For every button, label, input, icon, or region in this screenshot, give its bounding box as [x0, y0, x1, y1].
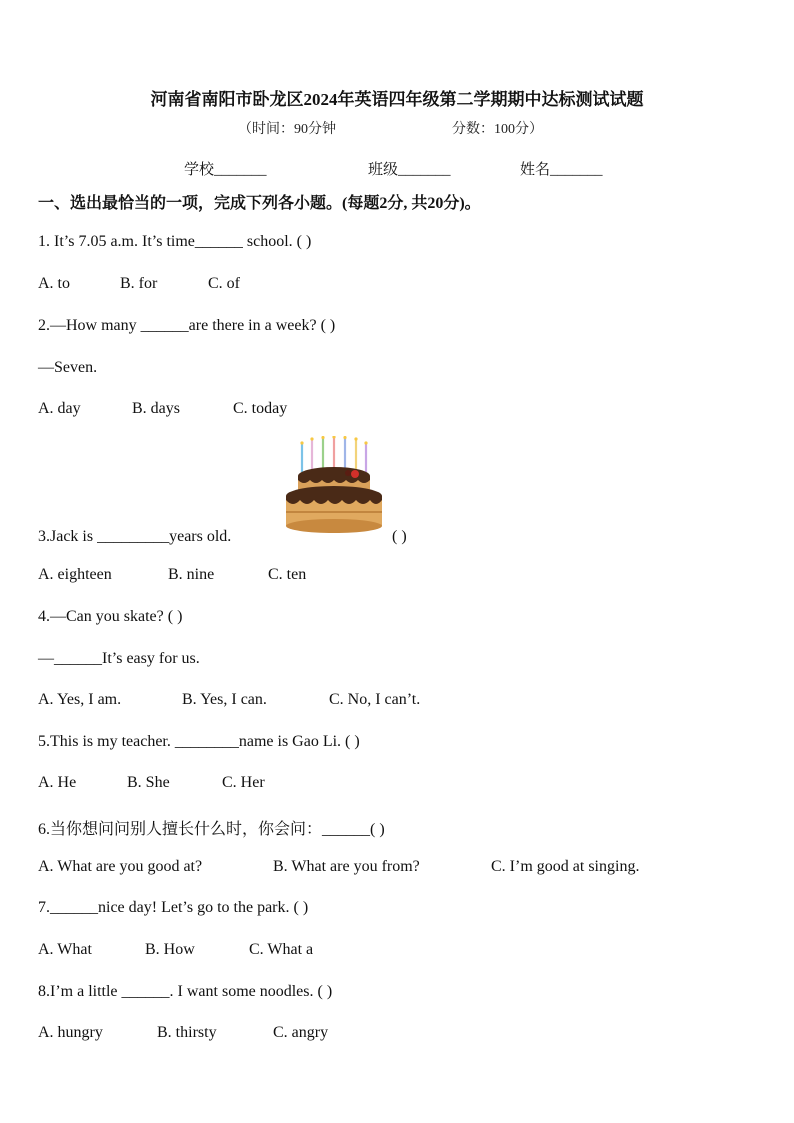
question-8: 8.I’m a little ______. I want some noodles. ( )	[38, 983, 333, 1000]
q6-option-c: C. I’m good at singing.	[491, 858, 640, 875]
question-3-paren: ( )	[392, 528, 407, 545]
q4-option-a: A. Yes, I am.	[38, 691, 122, 708]
q2-option-b: B. days	[132, 400, 180, 417]
question-4: 4.—Can you skate? ( )	[38, 608, 183, 625]
q2-option-a: A. day	[38, 400, 81, 417]
q6-option-b: B. What are you from?	[273, 858, 420, 875]
question-5: 5.This is my teacher. ________name is Gao Li. ( )	[38, 733, 360, 750]
q5-option-b: B. She	[127, 774, 170, 791]
question-2-reply: —Seven.	[38, 359, 98, 376]
school-field: 学校_______	[184, 162, 267, 178]
name-field: 姓名_______	[520, 162, 603, 178]
q7-option-a: A. What	[38, 941, 92, 958]
birthday-cake-icon	[284, 436, 384, 536]
q8-option-c: C. angry	[273, 1024, 329, 1041]
q4-option-c: C. No, I can’t.	[329, 691, 421, 708]
q5-option-c: C. Her	[222, 774, 265, 791]
q2-option-c: C. today	[233, 400, 288, 417]
q7-option-c: C. What a	[249, 941, 314, 958]
section-heading: 一、选出最恰当的一项，完成下列各小题。(每题2分, 共20分)。	[38, 195, 481, 212]
page-title: 河南省南阳市卧龙区2024年英语四年级第二学期期中达标测试试题	[150, 90, 644, 109]
question-4-reply: —______It’s easy for us.	[38, 650, 200, 667]
question-1: 1. It’s 7.05 a.m. It’s time______ school. ( )	[38, 233, 312, 250]
question-6: 6.当你想问问别人擅长什么时，你会问：______( )	[38, 821, 385, 838]
q1-option-c: C. of	[208, 275, 240, 292]
q4-option-b: B. Yes, I can.	[182, 691, 267, 708]
question-3: 3.Jack is _________years old.	[38, 528, 232, 545]
class-field: 班级_______	[368, 162, 451, 178]
q8-option-b: B. thirsty	[157, 1024, 217, 1041]
q1-option-b: B. for	[120, 275, 158, 292]
q7-option-b: B. How	[145, 941, 195, 958]
exam-time: （时间：90分钟	[238, 122, 336, 137]
q6-option-a: A. What are you good at?	[38, 858, 203, 875]
q3-option-c: C. ten	[268, 566, 307, 583]
question-2: 2.—How many ______are there in a week? ( )	[38, 317, 336, 334]
q5-option-a: A. He	[38, 774, 77, 791]
q1-option-a: A. to	[38, 275, 70, 292]
exam-score: 分数：100分）	[452, 122, 543, 137]
q3-option-a: A. eighteen	[38, 566, 112, 583]
question-7: 7.______nice day! Let’s go to the park. ( )	[38, 899, 309, 916]
q8-option-a: A. hungry	[38, 1024, 103, 1041]
q3-option-b: B. nine	[168, 566, 215, 583]
